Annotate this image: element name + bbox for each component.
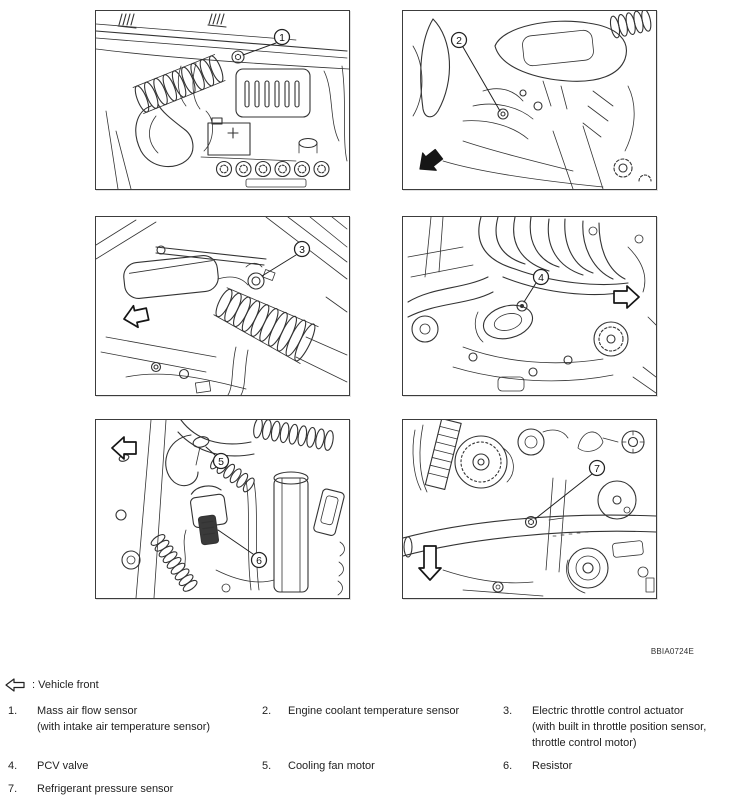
- direction-arrow-right-icon: [614, 286, 639, 308]
- engine-bay-drawing-1: [96, 11, 349, 189]
- intake-duct-ribs: [133, 54, 226, 113]
- radiator-hose: [408, 277, 493, 317]
- legend-item-4-number: 4.: [8, 760, 18, 772]
- figure-panel-6: [402, 419, 657, 599]
- vehicle-front-note: [4, 678, 99, 692]
- callout-4-number: 4: [538, 271, 544, 284]
- resistor-drawing: [198, 515, 219, 545]
- legend-item-7-label: Refrigerant pressure sensor: [37, 783, 174, 795]
- legend-item-1-label: Mass air flow sensor (with intake air temperature sensor): [37, 705, 211, 733]
- fender-edge: [421, 19, 450, 117]
- figure-panel-2: [402, 10, 657, 190]
- coil-caps: [217, 162, 330, 177]
- legend-item-6-number: 6.: [503, 760, 513, 772]
- legend-item-5-number: 5.: [262, 760, 272, 772]
- legend-item-2-number: 2.: [262, 705, 272, 717]
- resonator-box: [122, 254, 219, 300]
- vehicle-front-label: : Vehicle front: [32, 679, 99, 691]
- fan-shroud: [274, 478, 308, 592]
- callout-6-number: 6: [256, 554, 262, 567]
- engine-bay-drawing-4: [403, 217, 656, 395]
- battery: [208, 123, 250, 155]
- legend-item-3-label: Electric throttle control actuator (with built in throttle position sensor, throttle control motor): [532, 705, 707, 749]
- direction-arrow-down-left-icon: [413, 146, 445, 178]
- legend-item-1-number: 1.: [8, 705, 18, 717]
- alternator-drawing: [455, 436, 507, 488]
- intake-manifold-runners: [479, 217, 631, 295]
- engine-bay-drawing-6: [403, 420, 656, 598]
- figure-panel-1: [95, 10, 350, 190]
- throttle-actuator-drawing: [248, 273, 264, 289]
- callout-3-number: 3: [299, 243, 305, 256]
- legend-item-6-label: Resistor: [532, 760, 573, 772]
- figure-panel-3: [95, 216, 350, 396]
- intake-duct-ribs: [210, 282, 318, 363]
- figure-panel-4: [402, 216, 657, 396]
- legend-item-5-label: Cooling fan motor: [288, 760, 375, 772]
- callout-1-number: 1: [279, 31, 285, 44]
- figure-panel-5: [95, 419, 350, 599]
- direction-arrow-left-icon: [112, 437, 136, 459]
- callout-2-number: 2: [456, 34, 462, 47]
- maf-sensor-drawing: [232, 51, 244, 63]
- legend-item-2-label: Engine coolant temperature sensor: [288, 705, 460, 717]
- callout-7-number: 7: [594, 462, 600, 475]
- engine-bay-drawing-2: [403, 11, 656, 189]
- callout-5-number: 5: [218, 455, 224, 468]
- vehicle-front-arrow-icon: [4, 678, 26, 692]
- figure-code: BBIA0724E: [650, 647, 694, 656]
- engine-bay-drawing-3: [96, 217, 349, 395]
- wire-conduit-ribs: [252, 420, 334, 451]
- crossmember-beam: [403, 515, 656, 556]
- legend-item-4-label: PCV valve: [37, 760, 89, 772]
- air-cleaner-cover: [495, 21, 626, 81]
- direction-arrow-left-icon: [122, 303, 150, 330]
- legend-item-7-number: 7.: [8, 783, 18, 795]
- legend-item-3-number: 3.: [503, 705, 513, 717]
- engine-bay-drawing-5: [96, 420, 349, 598]
